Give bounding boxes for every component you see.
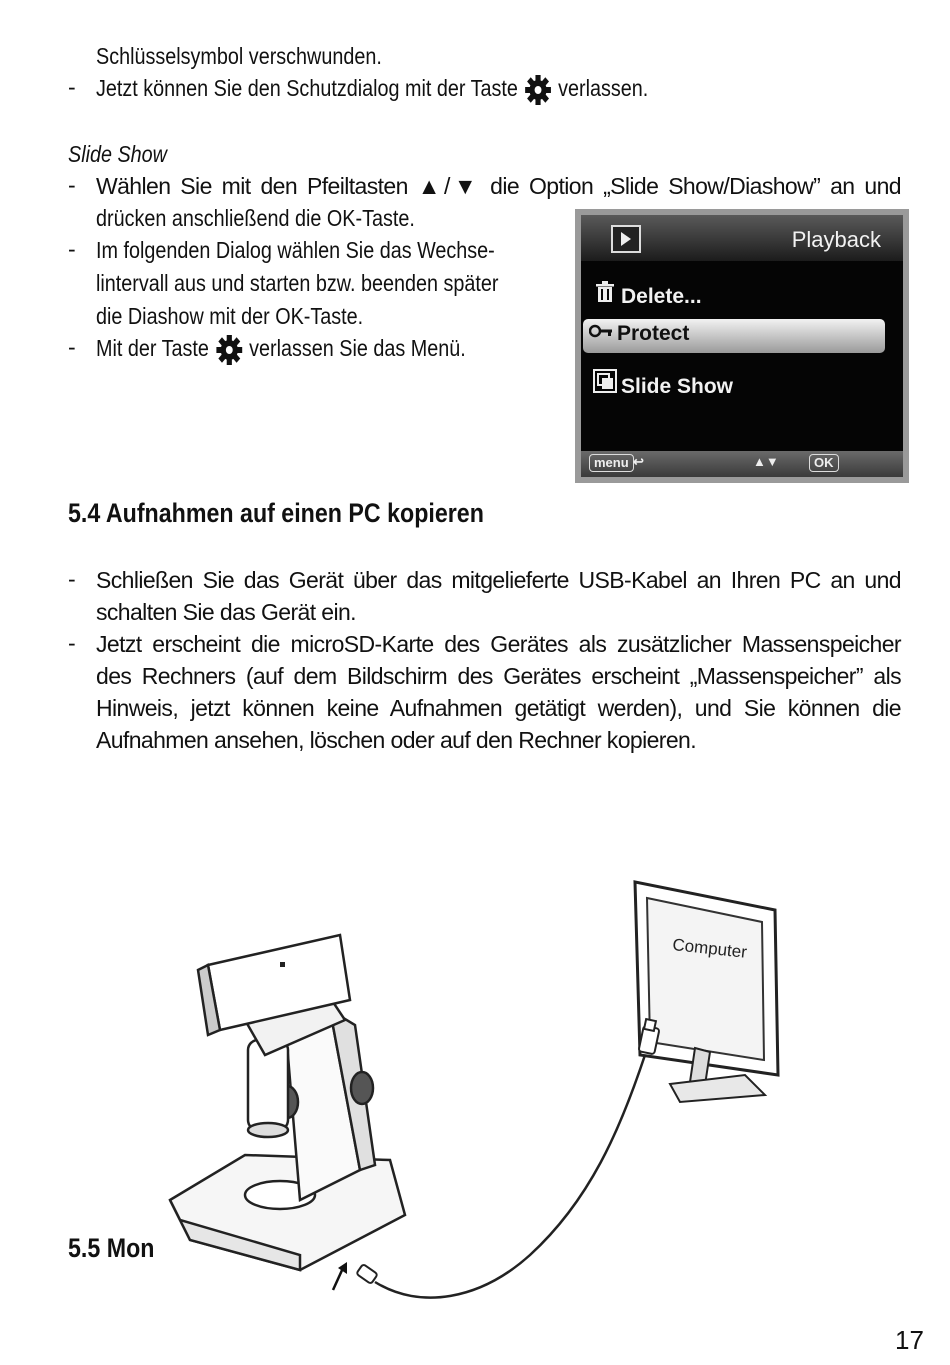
text-line: Wählen Sie mit den Pfeiltasten ▲/▼ die Option „Slide Show/Diashow” an und <box>96 173 901 199</box>
settings-key-icon <box>523 75 552 105</box>
digital-microscope-icon <box>170 935 405 1270</box>
text-line: drücken anschließend die OK-Taste. <box>96 205 415 231</box>
text-fragment: Mit der Taste <box>96 335 209 361</box>
usb-connection-illustration <box>150 870 790 1320</box>
ok-button-hint: OK <box>809 454 839 472</box>
usb-plug-icon <box>356 1264 378 1284</box>
section-5-5-heading: 5.5 Mon <box>68 1233 155 1263</box>
menu-item-protect <box>589 322 689 346</box>
menu-item-label: Protect <box>617 322 690 345</box>
menu-item-slide-show <box>593 369 733 399</box>
bullet-dash: - <box>68 74 76 100</box>
text-fragment: verlassen Sie das Menü. <box>249 335 466 361</box>
arrow-keys-hint: ▲▼ <box>753 454 779 469</box>
section-5-4-paragraph-1 <box>96 564 901 628</box>
text-line: des Rechners (auf dem Bildschirm des Gerätes erscheint „Massenspeicher” als <box>96 663 901 689</box>
screen-title: Playback <box>791 227 881 252</box>
bullet-dash: - <box>68 334 76 360</box>
intro-text: verlassen. <box>558 75 649 101</box>
section-5-4-heading: 5.4 Aufnahmen auf einen PC kopieren <box>68 498 484 528</box>
computer-monitor-icon <box>635 882 778 1102</box>
playback-mode-icon <box>611 225 641 253</box>
text-line: Hinweis, jetzt können keine Aufnahmen getätigt werden), und Sie können die <box>96 695 901 721</box>
text-line: Aufnahmen ansehen, löschen oder auf den Rechner kopieren. <box>96 727 697 753</box>
bullet-dash: - <box>68 566 76 592</box>
menu-item-protect-selected <box>583 319 885 353</box>
intro-text: Jetzt können Sie den Schutzdialog mit der Taste <box>96 75 518 101</box>
menu-item-delete <box>593 281 702 309</box>
back-arrow-icon: ↩ <box>633 454 644 469</box>
intro-line: Schlüsselsymbol verschwunden. <box>96 43 382 69</box>
text-line: Jetzt erscheint die microSD-Karte des Gerätes als zusätzlicher Massenspeicher <box>96 631 901 657</box>
section-5-4-paragraph-2 <box>96 628 901 756</box>
text-line: die Diashow mit der OK-Taste. <box>96 303 364 329</box>
screen-header <box>581 215 903 261</box>
slide-show-heading: Slide Show <box>68 141 167 167</box>
menu-button-hint: menu <box>589 454 634 472</box>
slide-show-bullet-1 <box>96 170 901 202</box>
text-line: Schließen Sie das Gerät über das mitgelieferte USB-Kabel an Ihren PC an und <box>96 567 901 593</box>
settings-key-icon <box>214 335 243 365</box>
screen-footer <box>581 451 903 477</box>
bullet-dash: - <box>68 172 76 198</box>
text-line: lintervall aus und starten bzw. beenden später <box>96 270 499 296</box>
text-line: schalten Sie das Gerät ein. <box>96 599 356 625</box>
monitor-label: Computer <box>671 935 748 962</box>
playback-menu-screenshot <box>575 209 909 483</box>
bullet-dash: - <box>68 236 76 262</box>
intro-line <box>96 72 648 105</box>
page-number: 17 <box>895 1325 924 1355</box>
trash-icon <box>593 281 617 309</box>
menu-item-label: Delete... <box>621 285 702 308</box>
bullet-dash: - <box>68 630 76 656</box>
menu-item-label: Slide Show <box>621 375 734 398</box>
key-icon <box>589 322 613 346</box>
slides-icon <box>593 369 617 399</box>
text-line: Im folgenden Dialog wählen Sie das Wechse- <box>96 237 495 263</box>
screen-display <box>581 215 903 477</box>
text-line <box>96 332 466 365</box>
